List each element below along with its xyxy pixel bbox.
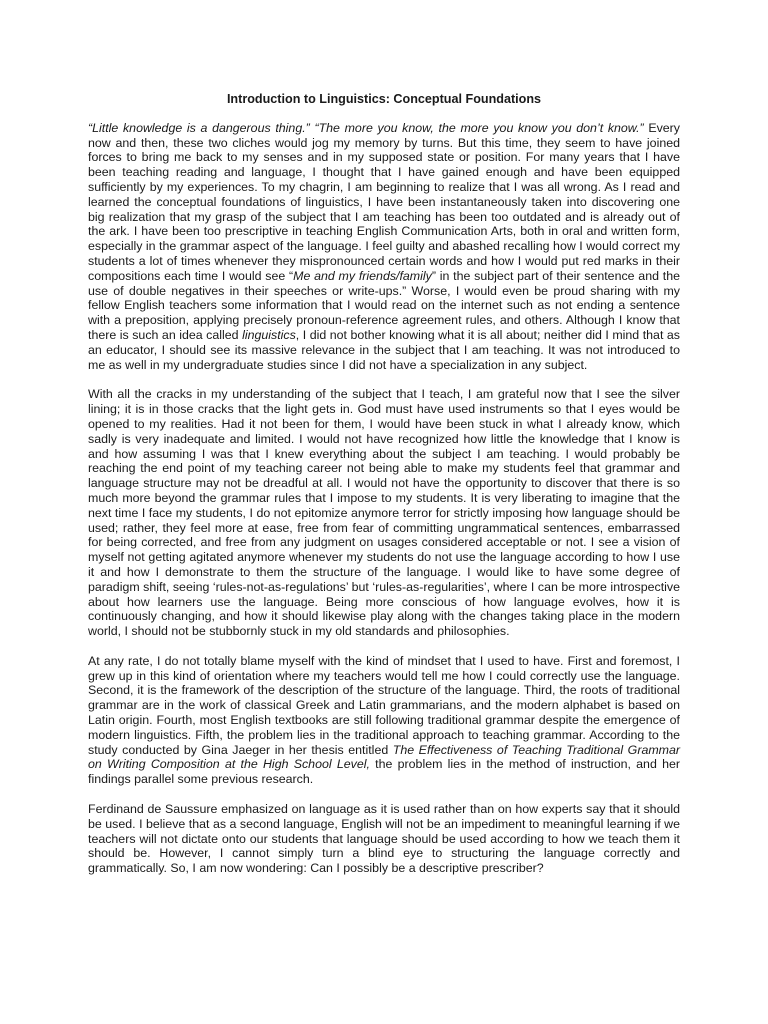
paragraph-3 (88, 654, 680, 787)
paragraph-1-text-b: ” in the subject part of their sentence and the use of double negatives in their speeches or write-ups.” Worse, I would even be proud sharing with my fellow English teachers some information that I would read on the internet such as not ending a sentence with a preposition, applying precisely pronoun-reference agreement rules, and others. Although I know that there is such an idea called (88, 268, 680, 342)
paragraph-3-text-b: the problem lies in the method of instruction, and her findings parallel some previous research. (88, 757, 680, 787)
paragraph-1-text-c: , I did not bother knowing what it is all about; neither did I mind that as an educator, I should see its massive relevance in the subject that I am teaching. It was not introduced to me as well in my undergraduate studies since I did not have a specialization in any subject. (88, 327, 680, 372)
paragraph-3-text-a: At any rate, I do not totally blame myself with the kind of mindset that I used to have. First and foremost, I grew up in this kind of orientation where my teachers would tell me how I could correctly use the language. Second, it is the framework of the description of the structure of the language. Third, the roots of traditional grammar are in the work of classical Greek and Latin grammarians, and the modern alphabet is based on Latin origin. Fourth, most English textbooks are still following traditional grammar despite the emergence of modern linguistics. Fifth, the problem lies in the traditional approach to teaching grammar. According to the study conducted by Gina Jaeger in her thesis entitled (88, 653, 680, 757)
document-title: Introduction to Linguistics: Conceptual Foundations (226, 92, 542, 106)
opening-quotes: “Little knowledge is a dangerous thing.” “The more you know, the more you know you don’t know.” (88, 120, 644, 135)
paragraph-4: Ferdinand de Saussure emphasized on language as it is used rather than on how experts say that it should be used. I believe that as a second language, English will not be an impediment to meaningful learning if we teachers will not dictate onto our students that language should be used according to how we teach them it should be. However, I cannot simply turn a blind eye to structuring the language correctly and grammatically. So, I am now wondering: Can I possibly be a descriptive prescriber? (88, 802, 680, 876)
paragraph-1 (88, 121, 680, 373)
paragraph-2: With all the cracks in my understanding of the subject that I teach, I am grateful now that I see the silver lining; it is in those cracks that the light gets in. God must have used instruments so that I eyes would be opened to my realities. Had it not been for them, I would have been stuck in what I already know, which sadly is very inadequate and limited. I would not have recognized how little the knowledge that I know is and how assuming I was that I knew everything about the subject I am teaching. I would probably be reaching the end point of my teaching career not being able to make my students feel that grammar and language structure may not be dreadful at all. I would not have the opportunity to discover that there is so much more beyond the grammar rules that I impose to my students. It is very liberating to imagine that the next time I face my students, I do not epitomize anymore terror for strictly imposing how language should be used; rather, they feel more at ease, free from fear of committing ungrammatical sentences, embarrassed for being corrected, and free from any judgment on usages considered acceptable or not. I see a vision of myself not getting agitated anymore whenever my students do not use the language according to how I use it and how I demonstrate to them the structure of the language. I would like to have some degree of paradigm shift, seeing ‘rules-not-as-regulations’ but ‘rules-as-regularities’, where I can be more introspective about how learners use the language. Being more conscious of how language evolves, how it is continuously changing, and how it should likewise play along with the changes taking place in the modern world, I should not be stubbornly stuck in my old standards and philosophies. (88, 387, 680, 639)
italic-word-linguistics: linguistics (242, 327, 296, 342)
italic-thesis-title: The Effectiveness of Teaching Traditional Grammar on Writing Composition at the High School Level, (88, 742, 680, 772)
italic-phrase-me-and-my-friends: Me and my friends/family (293, 268, 432, 283)
paragraph-1-text-a: Every now and then, these two cliches would jog my memory by turns. But this time, they seem to have joined forces to bring me back to my senses and in my supposed state or position. For many years that I have been teaching reading and language, I thought that I have gained enough and have been equipped sufficiently by my experiences. To my chagrin, I am beginning to realize that I was all wrong. As I read and learned the conceptual foundations of linguistics, I have been instantaneously taken into discovering one big realization that my grasp of the subject that I am teaching has been too outdated and is already out of the ark. I have been too prescriptive in teaching English Communication Arts, both in oral and written form, especially in the grammar aspect of the language. I feel guilty and abashed recalling how I would correct my students a lot of times whenever they mispronounced certain words and how I would put red marks in their compositions each time I would see “ (88, 120, 680, 283)
document-page (88, 92, 680, 891)
